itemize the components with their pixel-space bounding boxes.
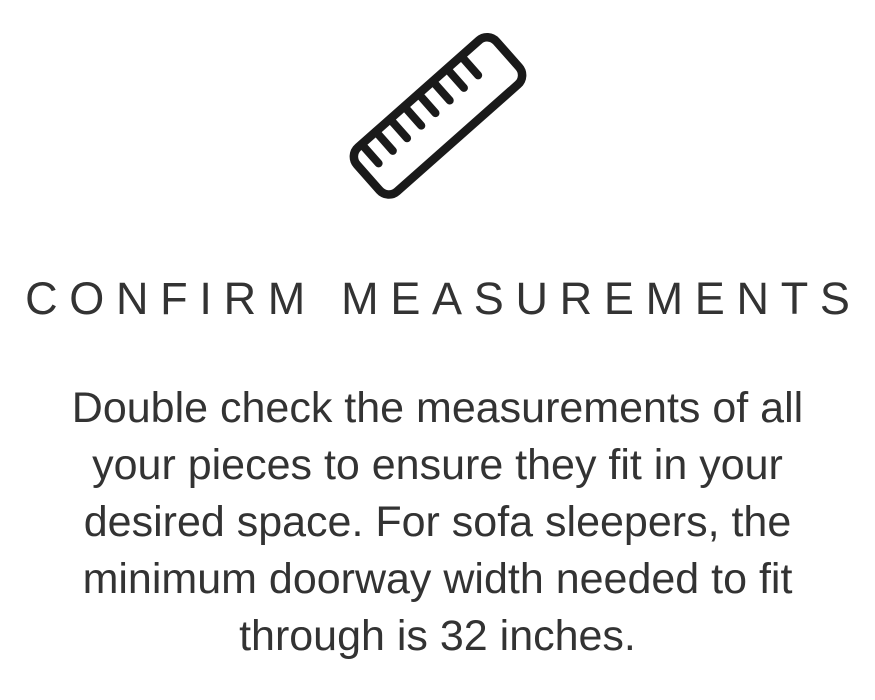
description-line: minimum doorway width needed to fit xyxy=(82,555,793,603)
description-line: desired space. For sofa sleepers, the xyxy=(83,498,792,546)
icon-container xyxy=(343,20,533,208)
description-line: Double check the measurements of all xyxy=(71,384,804,432)
description-line: through is 32 inches. xyxy=(239,612,636,660)
ruler-icon xyxy=(343,20,533,208)
section-title: CONFIRM MEASUREMENTS xyxy=(25,273,862,324)
description-line: your pieces to ensure they fit in your xyxy=(92,441,783,489)
ruler-ticks xyxy=(361,56,478,163)
description-text xyxy=(72,380,803,665)
